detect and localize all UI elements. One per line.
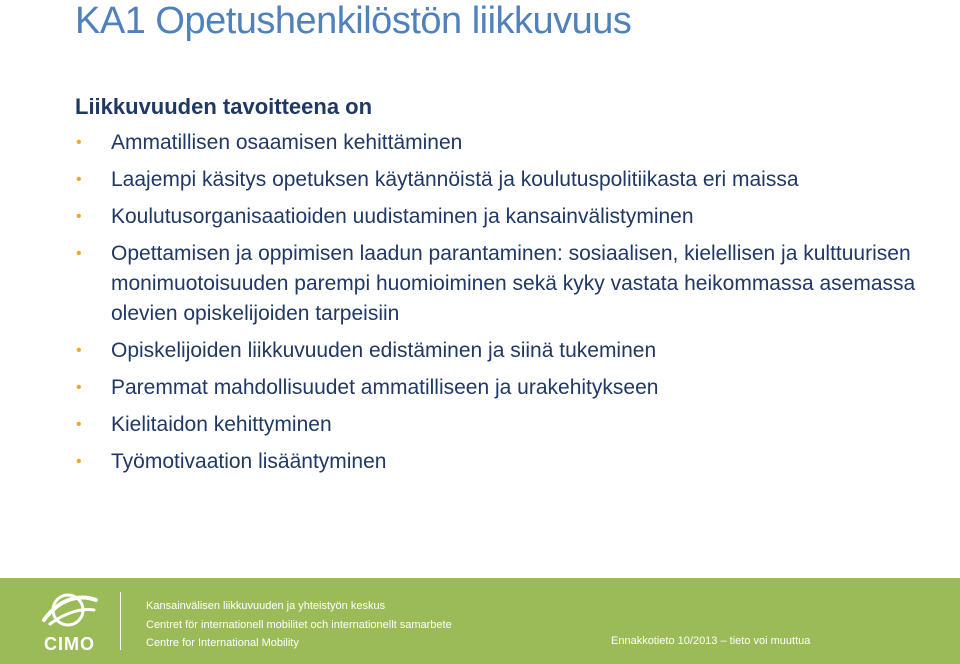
bullet-icon: • bbox=[76, 245, 82, 262]
footer-divider bbox=[120, 592, 121, 650]
list-item bbox=[75, 165, 935, 195]
bullet-text: Opiskelijoiden liikkuvuuden edistäminen ja siinä tukeminen bbox=[111, 339, 657, 362]
list-item bbox=[75, 202, 935, 232]
slide-title: KA1 Opetushenkilöstön liikkuvuus bbox=[75, 0, 632, 42]
list-item bbox=[75, 373, 935, 403]
bullet-icon: • bbox=[76, 208, 82, 225]
bullet-icon: • bbox=[76, 134, 82, 151]
bullet-list bbox=[75, 128, 935, 484]
org-name-sv: Centret för internationell mobilitet och internationellt samarbete bbox=[146, 619, 452, 631]
bullet-icon: • bbox=[76, 453, 82, 470]
list-item bbox=[75, 128, 935, 158]
bullet-text: Ammatillisen osaamisen kehittäminen bbox=[111, 131, 463, 154]
cimo-logo bbox=[32, 590, 104, 656]
bullet-text: Kielitaidon kehittyminen bbox=[111, 413, 332, 436]
list-item bbox=[75, 336, 935, 366]
list-item bbox=[75, 447, 935, 477]
globe-icon bbox=[32, 590, 104, 636]
slide-subtitle: Liikkuvuuden tavoitteena on bbox=[75, 94, 373, 119]
bullet-icon: • bbox=[76, 379, 82, 396]
footer-bar bbox=[0, 578, 960, 664]
bullet-text: Opettamisen ja oppimisen laadun parantaminen: sosiaalisen, kielellisen ja kulttuurisen monimuotoisuuden parempi huomioiminen sekä kyky vastata heikommassa asemassa olevien opiskelijoiden tarpeisiin bbox=[111, 242, 916, 325]
org-name-fi: Kansainvälisen liikkuvuuden ja yhteistyön keskus bbox=[146, 600, 386, 612]
list-item bbox=[75, 410, 935, 440]
logo-text: CIMO bbox=[44, 634, 95, 654]
bullet-icon: • bbox=[76, 416, 82, 433]
bullet-text: Laajempi käsitys opetuksen käytännöistä ja koulutuspolitiikasta eri maissa bbox=[111, 168, 799, 191]
org-name-en: Centre for International Mobility bbox=[146, 637, 299, 649]
bullet-icon: • bbox=[76, 342, 82, 359]
date-note: Ennakkotieto 10/2013 – tieto voi muuttua bbox=[611, 635, 811, 647]
bullet-text: Koulutusorganisaatioiden uudistaminen ja kansainvälistyminen bbox=[111, 205, 694, 228]
bullet-icon: • bbox=[76, 171, 82, 188]
list-item bbox=[75, 239, 935, 329]
bullet-text: Paremmat mahdollisuudet ammatilliseen ja urakehitykseen bbox=[111, 376, 659, 399]
bullet-text: Työmotivaation lisääntyminen bbox=[111, 450, 387, 473]
